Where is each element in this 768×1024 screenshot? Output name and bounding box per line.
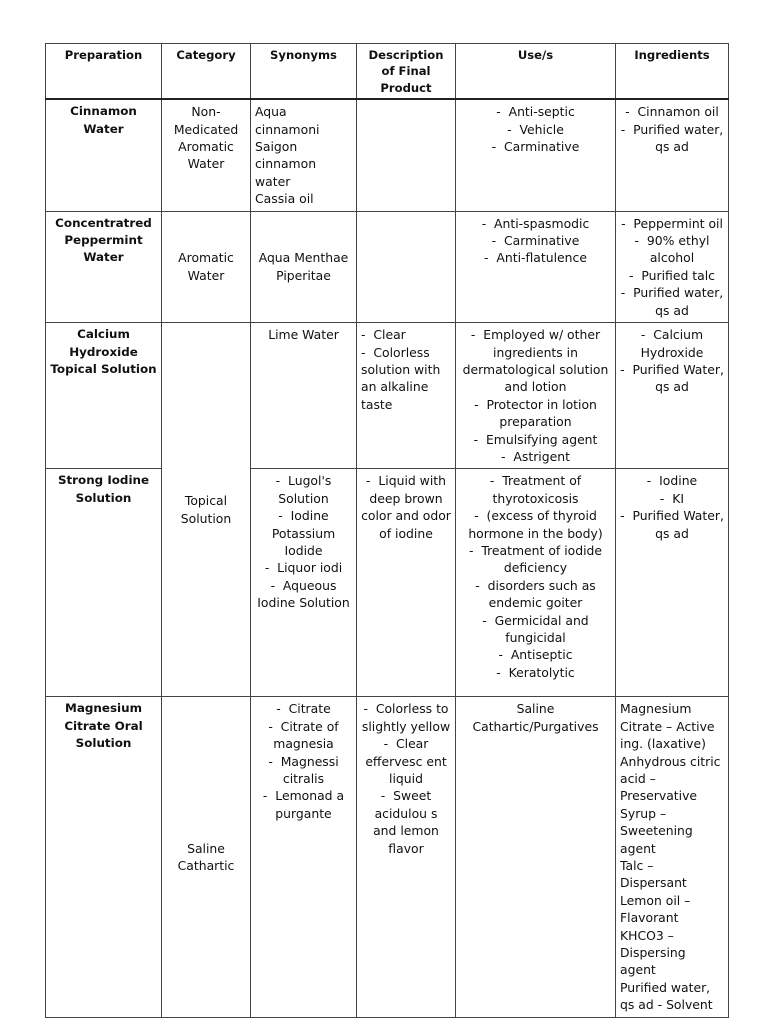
- ingredient-item: - 90% ethyl alcohol: [620, 232, 724, 267]
- description-cell: [357, 469, 456, 697]
- synonyms-cell: [251, 697, 357, 1017]
- preparation-cell: Calcium Hydroxide Topical Solution: [46, 323, 162, 469]
- description-cell: [357, 99, 456, 211]
- description-cell: [357, 697, 456, 1017]
- synonyms-cell: [251, 211, 357, 322]
- ingredients-cell: [616, 211, 729, 322]
- ingredients-cell: [616, 697, 729, 1017]
- preparation-cell: Strong Iodine Solution: [46, 469, 162, 697]
- use-item: - Anti-flatulence: [460, 249, 611, 266]
- table-row: [46, 211, 729, 322]
- uses-cell: [456, 469, 616, 697]
- description-cell: [357, 323, 456, 469]
- ingredient-item: - Purified water, qs ad: [620, 284, 724, 319]
- use-item: - disorders such as endemic goiter: [460, 577, 611, 612]
- use-item: - Astrigent: [460, 448, 611, 465]
- ingredient-item: - Cinnamon oil: [620, 103, 724, 120]
- ingredient-item: - Purified Water, qs ad: [620, 507, 724, 542]
- table-row: [46, 697, 729, 1017]
- ingredient-item: Magnesium Citrate – Active ing. (laxative): [620, 701, 715, 752]
- ingredient-item: - Iodine: [620, 472, 724, 489]
- ingredient-item: - Calcium Hydroxide: [620, 326, 724, 361]
- use-item: - Antiseptic: [460, 646, 611, 663]
- use-item: - Emulsifying agent: [460, 431, 611, 448]
- preparation-cell: Cinnamon Water: [46, 99, 162, 211]
- table-row: [46, 99, 729, 211]
- category-cell: Non-Medicated Aromatic Water: [162, 99, 251, 211]
- description-item: - Liquid with deep brown color and odor of iodine: [361, 472, 451, 542]
- preparation-cell: Magnesium Citrate Oral Solution: [46, 697, 162, 1017]
- use-item: - Carminative: [460, 232, 611, 249]
- synonym-item: - Magnessi citralis: [255, 753, 352, 788]
- synonym-item: Saigon cinnamon water: [255, 139, 317, 189]
- synonym-item: Lime Water: [268, 327, 339, 343]
- use-item: - Vehicle: [460, 121, 611, 138]
- use-item: - (excess of thyroid hormone in the body): [460, 507, 611, 542]
- ingredient-item: - Purified Water, qs ad: [620, 361, 724, 396]
- header-preparation: Preparation: [46, 44, 162, 100]
- ingredient-item: Talc – Dispersant: [620, 858, 687, 891]
- ingredients-cell: [616, 99, 729, 211]
- use-item: - Keratolytic: [460, 664, 611, 681]
- use-item: Saline Cathartic/Purgatives: [472, 701, 599, 734]
- ingredient-item: Purified water, qs ad - Solvent: [620, 979, 713, 1013]
- synonym-item: - Aqueous Iodine Solution: [255, 577, 352, 612]
- header-ingredients: Ingredients: [616, 44, 729, 100]
- uses-cell: [456, 697, 616, 1017]
- ingredient-item: KHCO3 – Dispersing agent: [620, 927, 686, 978]
- ingredient-item: Anhydrous citric acid – Preservative: [620, 753, 721, 804]
- synonym-item: Cassia oil: [255, 191, 314, 207]
- uses-cell: [456, 323, 616, 469]
- synonym-item: - Liquor iodi: [255, 559, 352, 576]
- synonym-item: - Citrate: [255, 700, 352, 717]
- description-cell: [357, 211, 456, 322]
- use-item: - Germicidal and fungicidal: [460, 612, 611, 647]
- synonym-item: - Iodine Potassium Iodide: [255, 507, 352, 559]
- table-row: [46, 469, 729, 697]
- synonym-item: Aqua Menthae Piperitae: [258, 250, 349, 283]
- description-item: - Clear: [361, 326, 451, 343]
- pharmaceutical-preparations-table: [45, 43, 729, 1018]
- synonym-item: - Citrate of magnesia: [255, 718, 352, 753]
- category-cell: Topical Solution: [162, 323, 251, 697]
- use-item: - Employed w/ other ingredients in dermatological solution and lotion: [460, 326, 611, 396]
- synonyms-cell: [251, 469, 357, 697]
- header-synonyms: Synonyms: [251, 44, 357, 100]
- description-item: - Colorless to slightly yellow: [361, 700, 451, 735]
- synonym-item: Aqua cinnamoni: [255, 104, 320, 137]
- use-item: - Treatment of thyrotoxicosis: [460, 472, 611, 507]
- synonyms-cell: [251, 323, 357, 469]
- description-item: - Colorless solution with an alkaline taste: [361, 344, 451, 414]
- category-cell: Aromatic Water: [162, 211, 251, 322]
- use-item: - Anti-septic: [460, 103, 611, 120]
- ingredient-item: - Purified talc: [620, 267, 724, 284]
- synonym-item: - Lugol's Solution: [255, 472, 352, 507]
- uses-cell: [456, 211, 616, 322]
- ingredients-cell: [616, 323, 729, 469]
- use-item: - Carminative: [460, 138, 611, 155]
- ingredient-item: Syrup – Sweetening agent: [620, 805, 693, 856]
- description-item: - Sweet acidulou s and lemon flavor: [361, 787, 451, 857]
- ingredient-item: Lemon oil – Flavorant: [620, 892, 691, 926]
- use-item: - Protector in lotion preparation: [460, 396, 611, 431]
- ingredients-cell: [616, 469, 729, 697]
- header-uses: Use/s: [456, 44, 616, 100]
- use-item: - Anti-spasmodic: [460, 215, 611, 232]
- ingredient-item: - Peppermint oil: [620, 215, 724, 232]
- header-category: Category: [162, 44, 251, 100]
- use-item: - Treatment of iodide deficiency: [460, 542, 611, 577]
- synonyms-cell: [251, 99, 357, 211]
- description-item: - Clear effervesc ent liquid: [361, 735, 451, 787]
- preparation-cell: Concentratred Peppermint Water: [46, 211, 162, 322]
- category-cell: Saline Cathartic: [162, 697, 251, 1017]
- table-row: [46, 323, 729, 469]
- ingredient-item: - Purified water, qs ad: [620, 121, 724, 156]
- uses-cell: [456, 99, 616, 211]
- header-description: Description of Final Product: [357, 44, 456, 100]
- ingredient-item: - KI: [620, 490, 724, 507]
- synonym-item: - Lemonad a purgante: [255, 787, 352, 822]
- table-header-row: [46, 44, 729, 100]
